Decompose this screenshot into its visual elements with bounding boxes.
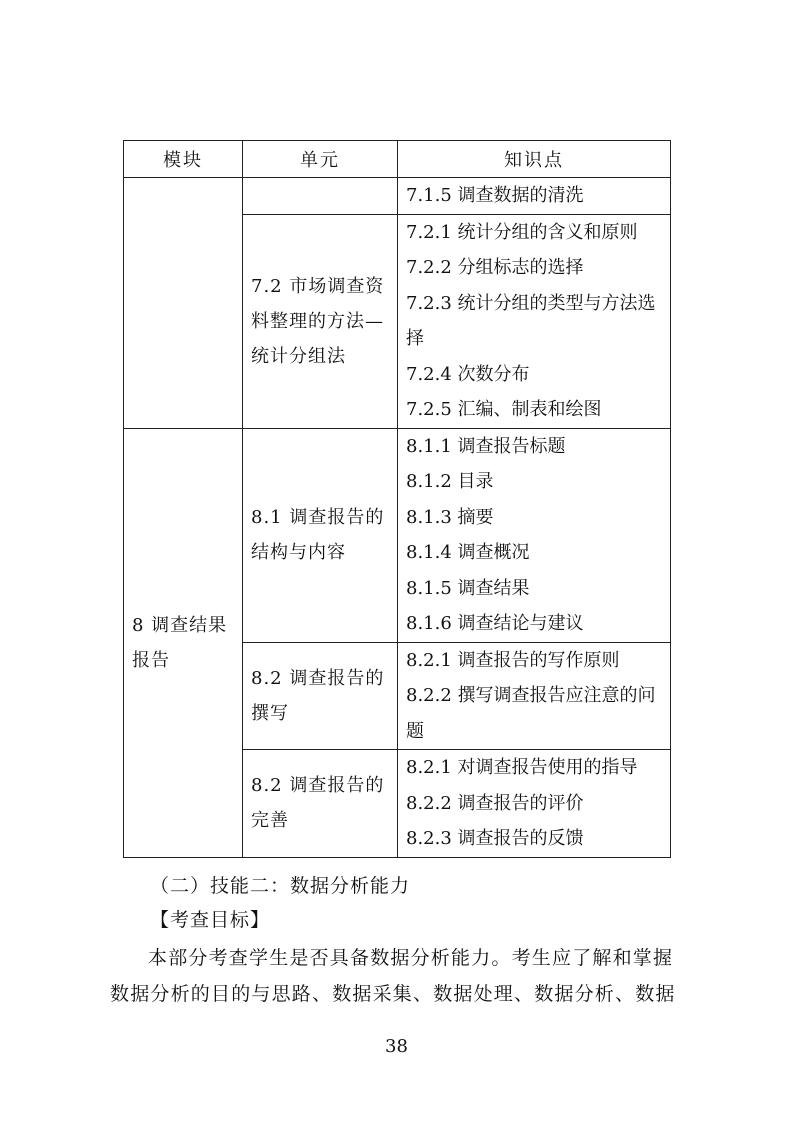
knowledge-point: 8.2.1 调查报告的写作原则 bbox=[406, 649, 620, 671]
knowledge-cell bbox=[398, 642, 671, 750]
knowledge-point: 7.2.3 统计分组的类型与方法选择 bbox=[406, 292, 656, 349]
knowledge-point: 8.1.4 调查概况 bbox=[406, 542, 530, 563]
knowledge-point: 8.1.1 调查报告标题 bbox=[406, 435, 566, 457]
knowledge-point: 8.2.1 对调查报告使用的指导 bbox=[406, 757, 638, 778]
knowledge-point: 7.2.2 分组标志的选择 bbox=[406, 257, 584, 278]
knowledge-point: 7.2.5 汇编、制表和绘图 bbox=[406, 399, 602, 420]
unit-text: 7.2 市场调查资料整理的方法—统计分组法 bbox=[251, 275, 385, 367]
table-header-row bbox=[124, 141, 671, 178]
module-cell bbox=[124, 428, 243, 857]
table-row bbox=[124, 178, 671, 215]
knowledge-point: 8.2.2 撰写调查报告应注意的问题 bbox=[406, 685, 656, 742]
knowledge-cell bbox=[398, 178, 671, 215]
knowledge-point: 8.2.2 调查报告的评价 bbox=[406, 792, 584, 814]
knowledge-point: 8.1.6 调查结论与建议 bbox=[406, 613, 584, 634]
unit-text: 8.1 调查报告的结构与内容 bbox=[251, 507, 385, 563]
module-text: 8 调查结果报告 bbox=[132, 614, 228, 671]
knowledge-point: 7.1.5 调查数据的清洗 bbox=[406, 185, 584, 206]
section-subheading: （二）技能二：数据分析能力 bbox=[150, 875, 411, 897]
unit-text: 8.2 调查报告的撰写 bbox=[251, 667, 385, 724]
unit-cell-empty bbox=[243, 178, 398, 215]
knowledge-cell bbox=[398, 428, 671, 642]
unit-cell bbox=[243, 214, 398, 428]
knowledge-point: 7.2.4 次数分布 bbox=[406, 363, 530, 385]
knowledge-point: 8.1.3 摘要 bbox=[406, 506, 494, 528]
module-cell-empty bbox=[124, 178, 243, 429]
unit-cell bbox=[243, 750, 398, 858]
knowledge-point: 8.1.5 调查结果 bbox=[406, 577, 530, 599]
knowledge-point: 8.1.2 目录 bbox=[406, 471, 494, 492]
header-unit: 单元 bbox=[243, 141, 398, 178]
table-row bbox=[124, 428, 671, 642]
unit-text: 8.2 调查报告的完善 bbox=[251, 775, 385, 832]
objective-label: 【考查目标】 bbox=[150, 909, 271, 931]
header-module: 模块 bbox=[124, 141, 243, 178]
syllabus-table bbox=[123, 140, 671, 858]
knowledge-point: 7.2.1 统计分组的含义和原则 bbox=[406, 221, 638, 243]
unit-cell bbox=[243, 428, 398, 642]
knowledge-cell bbox=[398, 214, 671, 428]
header-knowledge-point: 知识点 bbox=[398, 141, 671, 178]
knowledge-point: 8.2.3 调查报告的反馈 bbox=[406, 828, 584, 849]
knowledge-cell bbox=[398, 750, 671, 858]
unit-cell bbox=[243, 642, 398, 750]
page-number: 38 bbox=[385, 1036, 408, 1057]
body-paragraph: 本部分考查学生是否具备数据分析能力。考生应了解和掌握数据分析的目的与思路、数据采集、数据处理、数据分析、数据 bbox=[110, 947, 676, 1005]
